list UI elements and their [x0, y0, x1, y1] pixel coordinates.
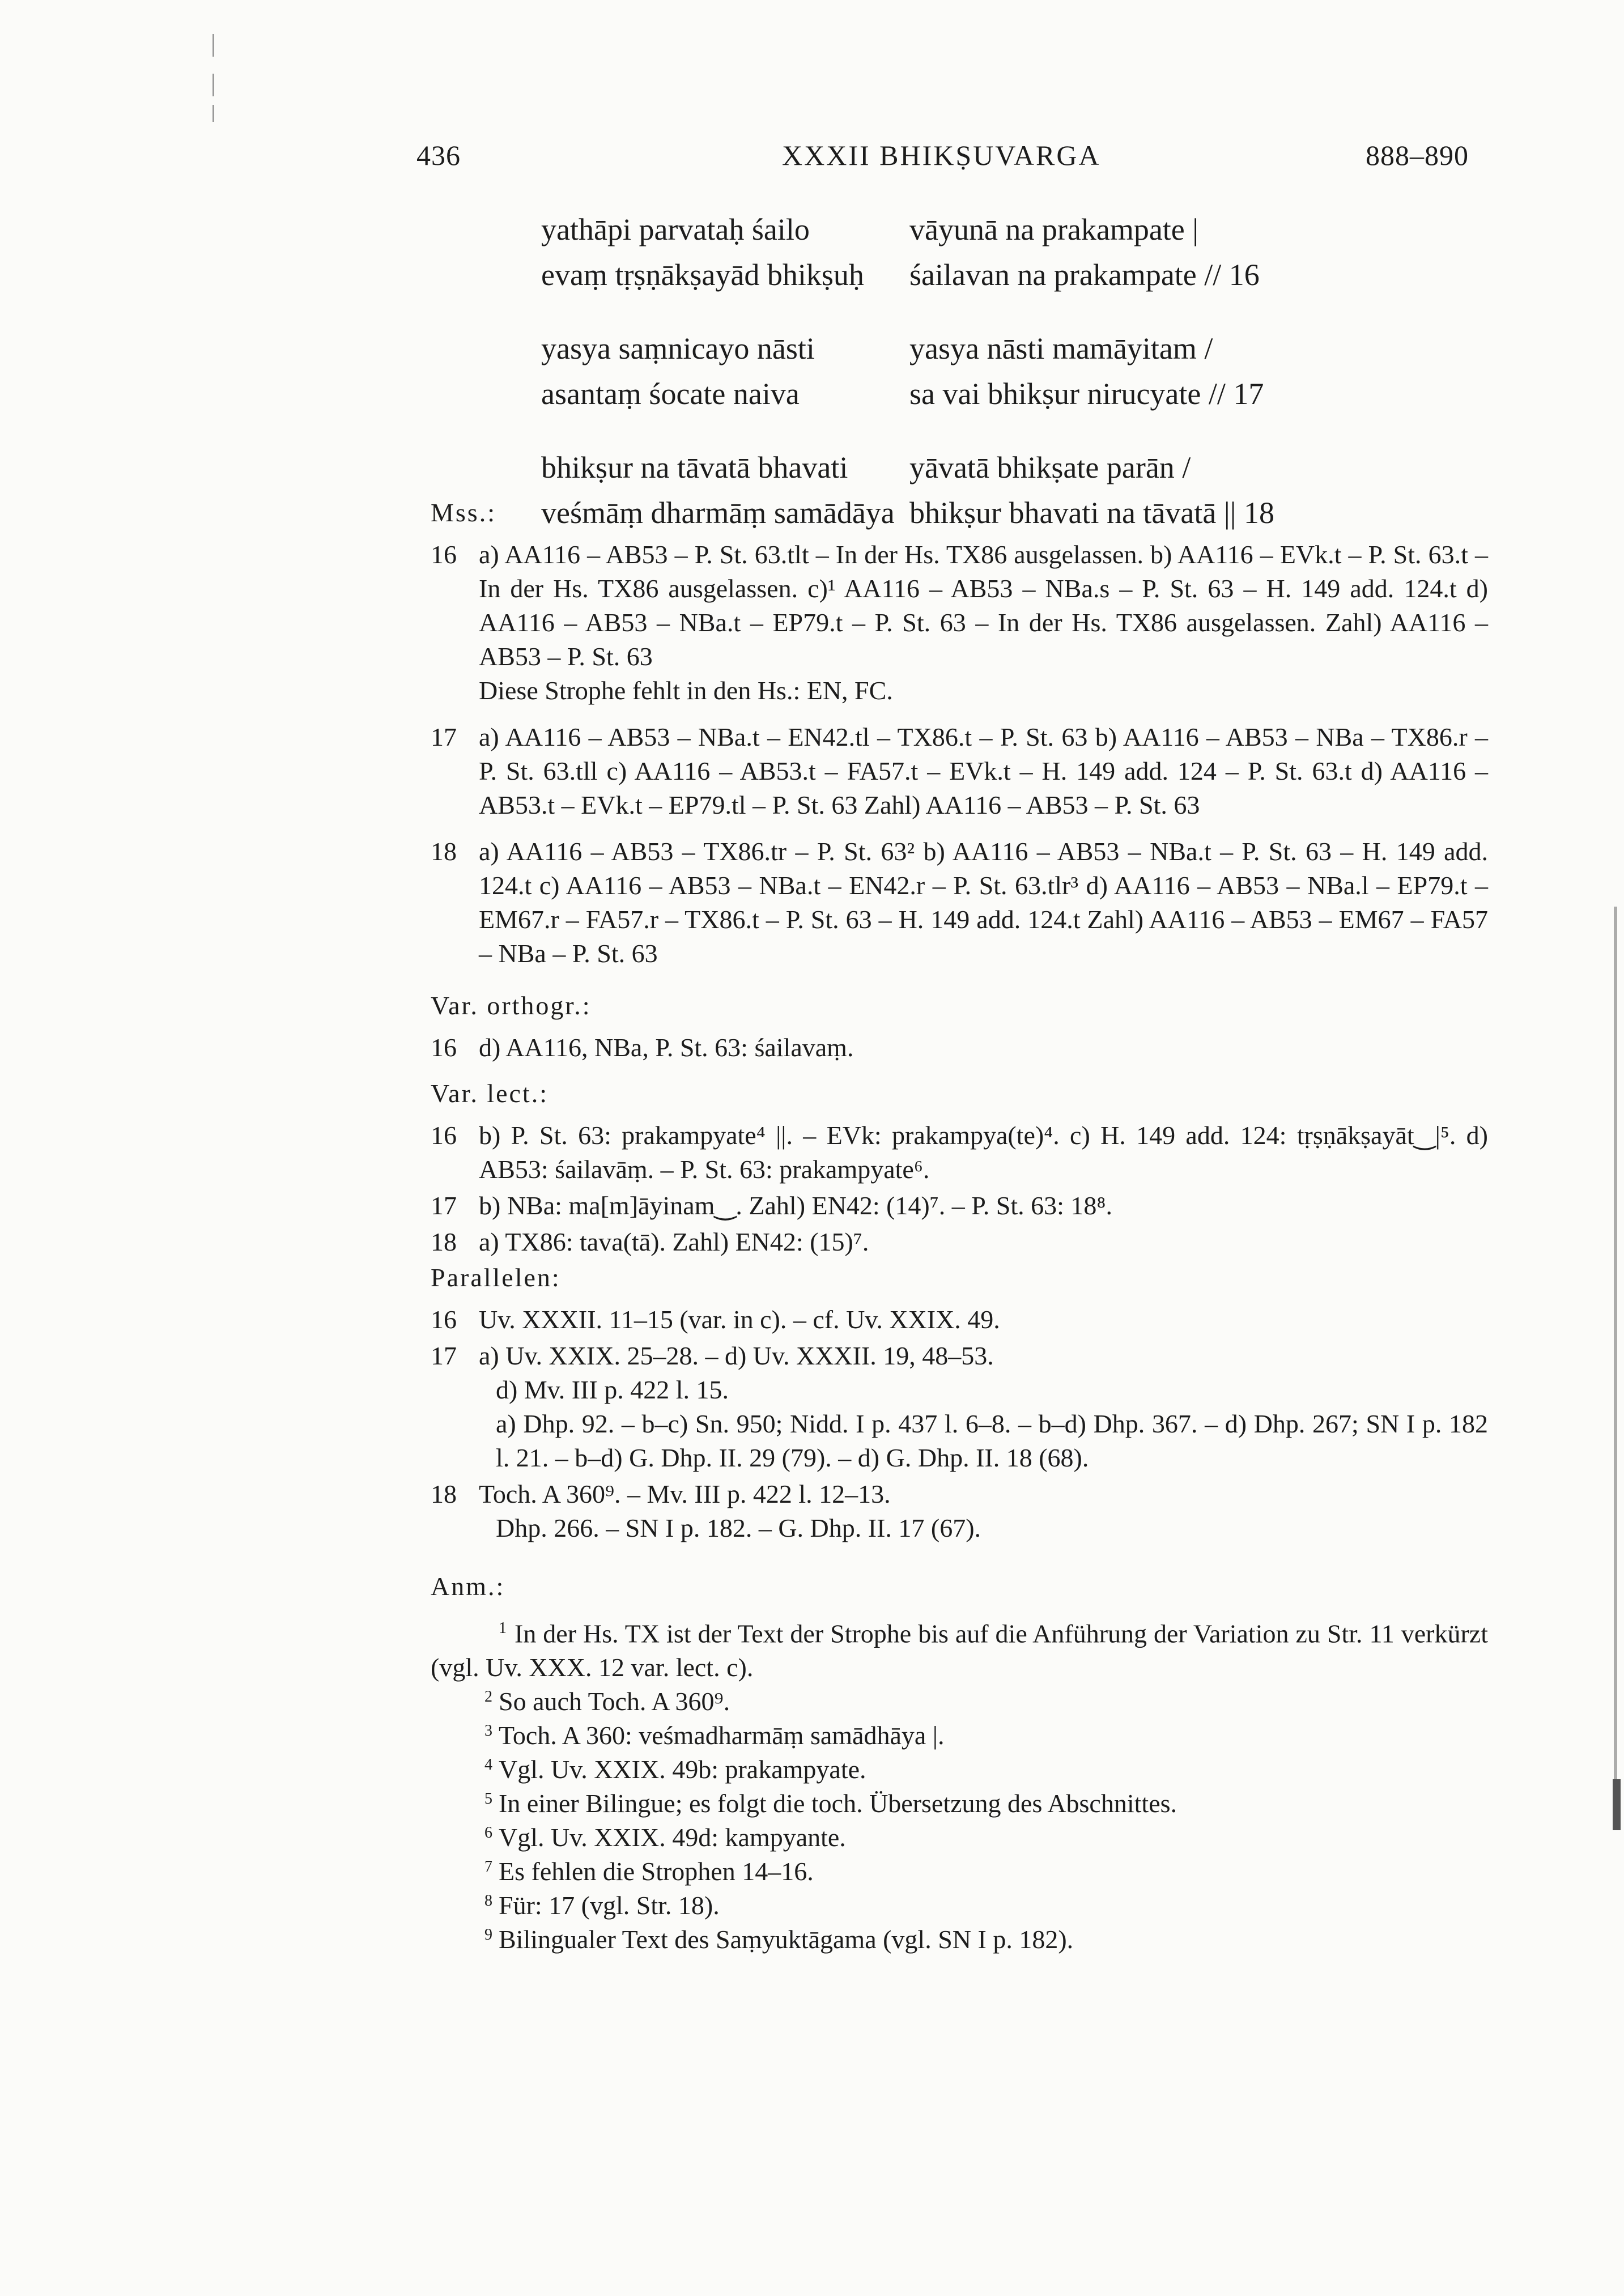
footnote-marker: 5: [484, 1790, 492, 1808]
footnote-body: Vgl. Uv. XXIX. 49d: kampyante.: [499, 1823, 846, 1852]
scan-edge-shadow: [1614, 907, 1617, 1779]
var-orthogr-entry-16: [431, 1031, 1488, 1065]
footnote-5: [431, 1787, 1488, 1821]
footnote-2: [431, 1685, 1488, 1719]
footnote-body: Toch. A 360: veśmadharmāṃ samādhāya |.: [499, 1721, 945, 1750]
footnote-3: [431, 1719, 1488, 1753]
footnote-marker: 7: [484, 1858, 492, 1876]
footnote-4: [431, 1753, 1488, 1787]
pada-b: yasya nāsti mamāyitam /: [909, 331, 1213, 365]
footnote-marker: 6: [484, 1824, 492, 1842]
footnote-body: Bilingualer Text des Saṃyuktāgama (vgl. SN I p. 182).: [499, 1925, 1074, 1954]
pada-b: śailavan na prakampate // 16: [909, 258, 1260, 292]
footnote-marker: 9: [484, 1926, 492, 1944]
pada-b: yāvatā bhikṣate parān /: [909, 450, 1191, 484]
entry-text: b) P. St. 63: prakampyate⁴ ||. – EVk: prakampya(te)⁴. c) H. 149 add. 124: tṛṣṇākṣayāt‿|⁵. d) AB53: śailavāṃ. – P. St. 63: prakampyate⁶.: [479, 1121, 1488, 1184]
page-number: 436: [416, 139, 461, 171]
section-heading: Var. lect.:: [431, 1079, 549, 1108]
pada-a: yasya saṃnicayo nāsti: [541, 331, 815, 365]
mss-entry-16: [431, 538, 1488, 708]
parallel-entry-18: [431, 1477, 1488, 1545]
var-lect-entry-16: [431, 1119, 1488, 1187]
footnote-body: In der Hs. TX ist der Text der Strophe bis auf die Anführung der Variation zu Str. 11 verkürzt (vgl. Uv. XXX. 12 var. lect. c).: [431, 1619, 1488, 1682]
pada-b: sa vai bhikṣur nirucyate // 17: [909, 377, 1264, 411]
strophe-number: 16: [431, 1305, 457, 1334]
strophe-number: 16: [431, 540, 457, 569]
entry-text: d) AA116, NBa, P. St. 63: śailavaṃ.: [479, 1033, 854, 1062]
entry-text: a) AA116 – AB53 – P. St. 63.tlt – In der Hs. TX86 ausgelassen. b) AA116 – EVk.t – P. St. 63.t – In der Hs. TX86 ausgelassen. c)¹ AA116 – AB53 – NBa.s – P. St. 63 – H. 149 add. 124.t d) AA116 – AB53 – NBa.t – EP79.t – P. St. 63 – In der Hs. TX86 ausgelassen. Zahl) AA116 – AB53 – P. St. 63: [479, 540, 1488, 671]
var-lect-entry-17: [431, 1189, 1488, 1223]
anmerkungen-section: [431, 1570, 1488, 1957]
footnote-marker: 2: [484, 1688, 492, 1706]
strophe-number: 17: [431, 722, 457, 751]
scan-mark: [212, 34, 214, 57]
footnote-marker: 8: [484, 1892, 492, 1910]
footnote-8: [431, 1889, 1488, 1923]
section-heading: Parallelen:: [431, 1263, 561, 1292]
entry-text: a) TX86: tava(tā). Zahl) EN42: (15)⁷.: [479, 1227, 869, 1256]
entry-text: a) AA116 – AB53 – TX86.tr – P. St. 63² b) AA116 – AB53 – NBa.t – P. St. 63 – H. 149 add. 124.t c) AA116 – AB53 – NBa.t – EN42.r – P. St. 63.tlr³ d) AA116 – AB53 – NBa.l – EP79.t – EM67.r – FA57.r – TX86.t – P. St. 63 – H. 149 add. 124.t Zahl) AA116 – AB53 – EM67 – FA57 – NBa – P. St. 63: [479, 837, 1488, 968]
pada-b: vāyunā na prakampate |: [909, 212, 1199, 246]
strophe-number: 16: [431, 1033, 457, 1062]
footnote-marker: 3: [484, 1722, 492, 1740]
strophe-number: 16: [431, 1121, 457, 1150]
footnote-9: [431, 1923, 1488, 1957]
entry-line: a) Uv. XXIX. 25–28. – d) Uv. XXXII. 19, 48–53.: [479, 1341, 994, 1370]
footnote-7: [431, 1855, 1488, 1889]
entry-line: Dhp. 266. – SN I p. 182. – G. Dhp. II. 17 (67).: [496, 1513, 981, 1542]
pada-a: evaṃ tṛṣṇākṣayād bhikṣuḥ: [541, 258, 864, 292]
mss-entry-17: [431, 720, 1488, 822]
parallel-entry-16: [431, 1303, 1488, 1337]
pada-a: asantaṃ śocate naiva: [541, 377, 800, 411]
strophe-number: 18: [431, 837, 457, 866]
scan-mark: [212, 105, 214, 122]
footnote-marker: 4: [484, 1756, 492, 1774]
entry-line: d) Mv. III p. 422 l. 15.: [496, 1375, 729, 1404]
footnote-text: [431, 1612, 1488, 1685]
entry-note: Diese Strophe fehlt in den Hs.: EN, FC.: [479, 676, 893, 705]
strophe-number: 17: [431, 1191, 457, 1220]
strophe-number: 18: [431, 1479, 457, 1508]
footnote-marker: 1: [499, 1619, 507, 1637]
mss-section: [431, 496, 1488, 983]
parallel-entry-17: [431, 1339, 1488, 1475]
pada-b: bhikṣur bhavati na tāvatā || 18: [909, 496, 1274, 530]
footnote-body: Für: 17 (vgl. Str. 18).: [499, 1891, 720, 1920]
footnote-body: So auch Toch. A 360⁹.: [499, 1687, 730, 1716]
section-heading: Var. orthogr.:: [431, 991, 592, 1020]
section-heading: Anm.:: [431, 1572, 505, 1601]
pada-a: veśmāṃ dharmāṃ samādāya: [541, 496, 895, 530]
pada-a: bhikṣur na tāvatā bhavati: [541, 450, 848, 484]
footnote-1: [431, 1612, 1488, 1685]
var-lect-section: [431, 1077, 1488, 1272]
strophe-number: 17: [431, 1341, 457, 1370]
footnote-body: Es fehlen die Strophen 14–16.: [499, 1857, 814, 1886]
var-lect-entry-18: [431, 1225, 1488, 1259]
running-title: XXXII BHIKṢUVARGA: [782, 139, 1101, 171]
scan-edge-mark: [1613, 1779, 1621, 1830]
footnote-body: In einer Bilingue; es folgt die toch. Übersetzung des Abschnittes.: [499, 1789, 1177, 1818]
entry-line: a) Dhp. 92. – b–c) Sn. 950; Nidd. I p. 437 l. 6–8. – b–d) Dhp. 367. – d) Dhp. 267; SN I p. 182 l. 21. – b–d) G. Dhp. II. 29 (79). – d) G. Dhp. II. 18 (68).: [496, 1409, 1488, 1472]
pada-a: yathāpi parvataḥ śailo: [541, 212, 810, 246]
entry-text: a) AA116 – AB53 – NBa.t – EN42.tl – TX86.t – P. St. 63 b) AA116 – AB53 – NBa – TX86.r – P. St. 63.tll c) AA116 – AB53.t – FA57.t – EVk.t – H. 149 add. 124 – P. St. 63.t d) AA116 – AB53.t – EVk.t – EP79.tl – P. St. 63 Zahl) AA116 – AB53 – P. St. 63: [479, 722, 1488, 819]
entry-text: b) NBa: ma[m]āyinam‿. Zahl) EN42: (14)⁷. – P. St. 63: 18⁸.: [479, 1191, 1112, 1220]
strophe-number: 18: [431, 1227, 457, 1256]
var-orthogr-section: [431, 989, 1488, 1077]
mss-entry-18: [431, 835, 1488, 971]
verse-range: 888–890: [1366, 139, 1469, 171]
entry-line: Uv. XXXII. 11–15 (var. in c). – cf. Uv. XXIX. 49.: [479, 1305, 1000, 1334]
footnote-6: [431, 1821, 1488, 1855]
section-heading: Mss.:: [431, 498, 496, 527]
footnote-body: Vgl. Uv. XXIX. 49b: prakampyate.: [499, 1755, 866, 1784]
parallelen-section: [431, 1261, 1488, 1558]
entry-line: Toch. A 360⁹. – Mv. III p. 422 l. 12–13.: [479, 1479, 891, 1508]
scan-mark: [212, 74, 214, 96]
